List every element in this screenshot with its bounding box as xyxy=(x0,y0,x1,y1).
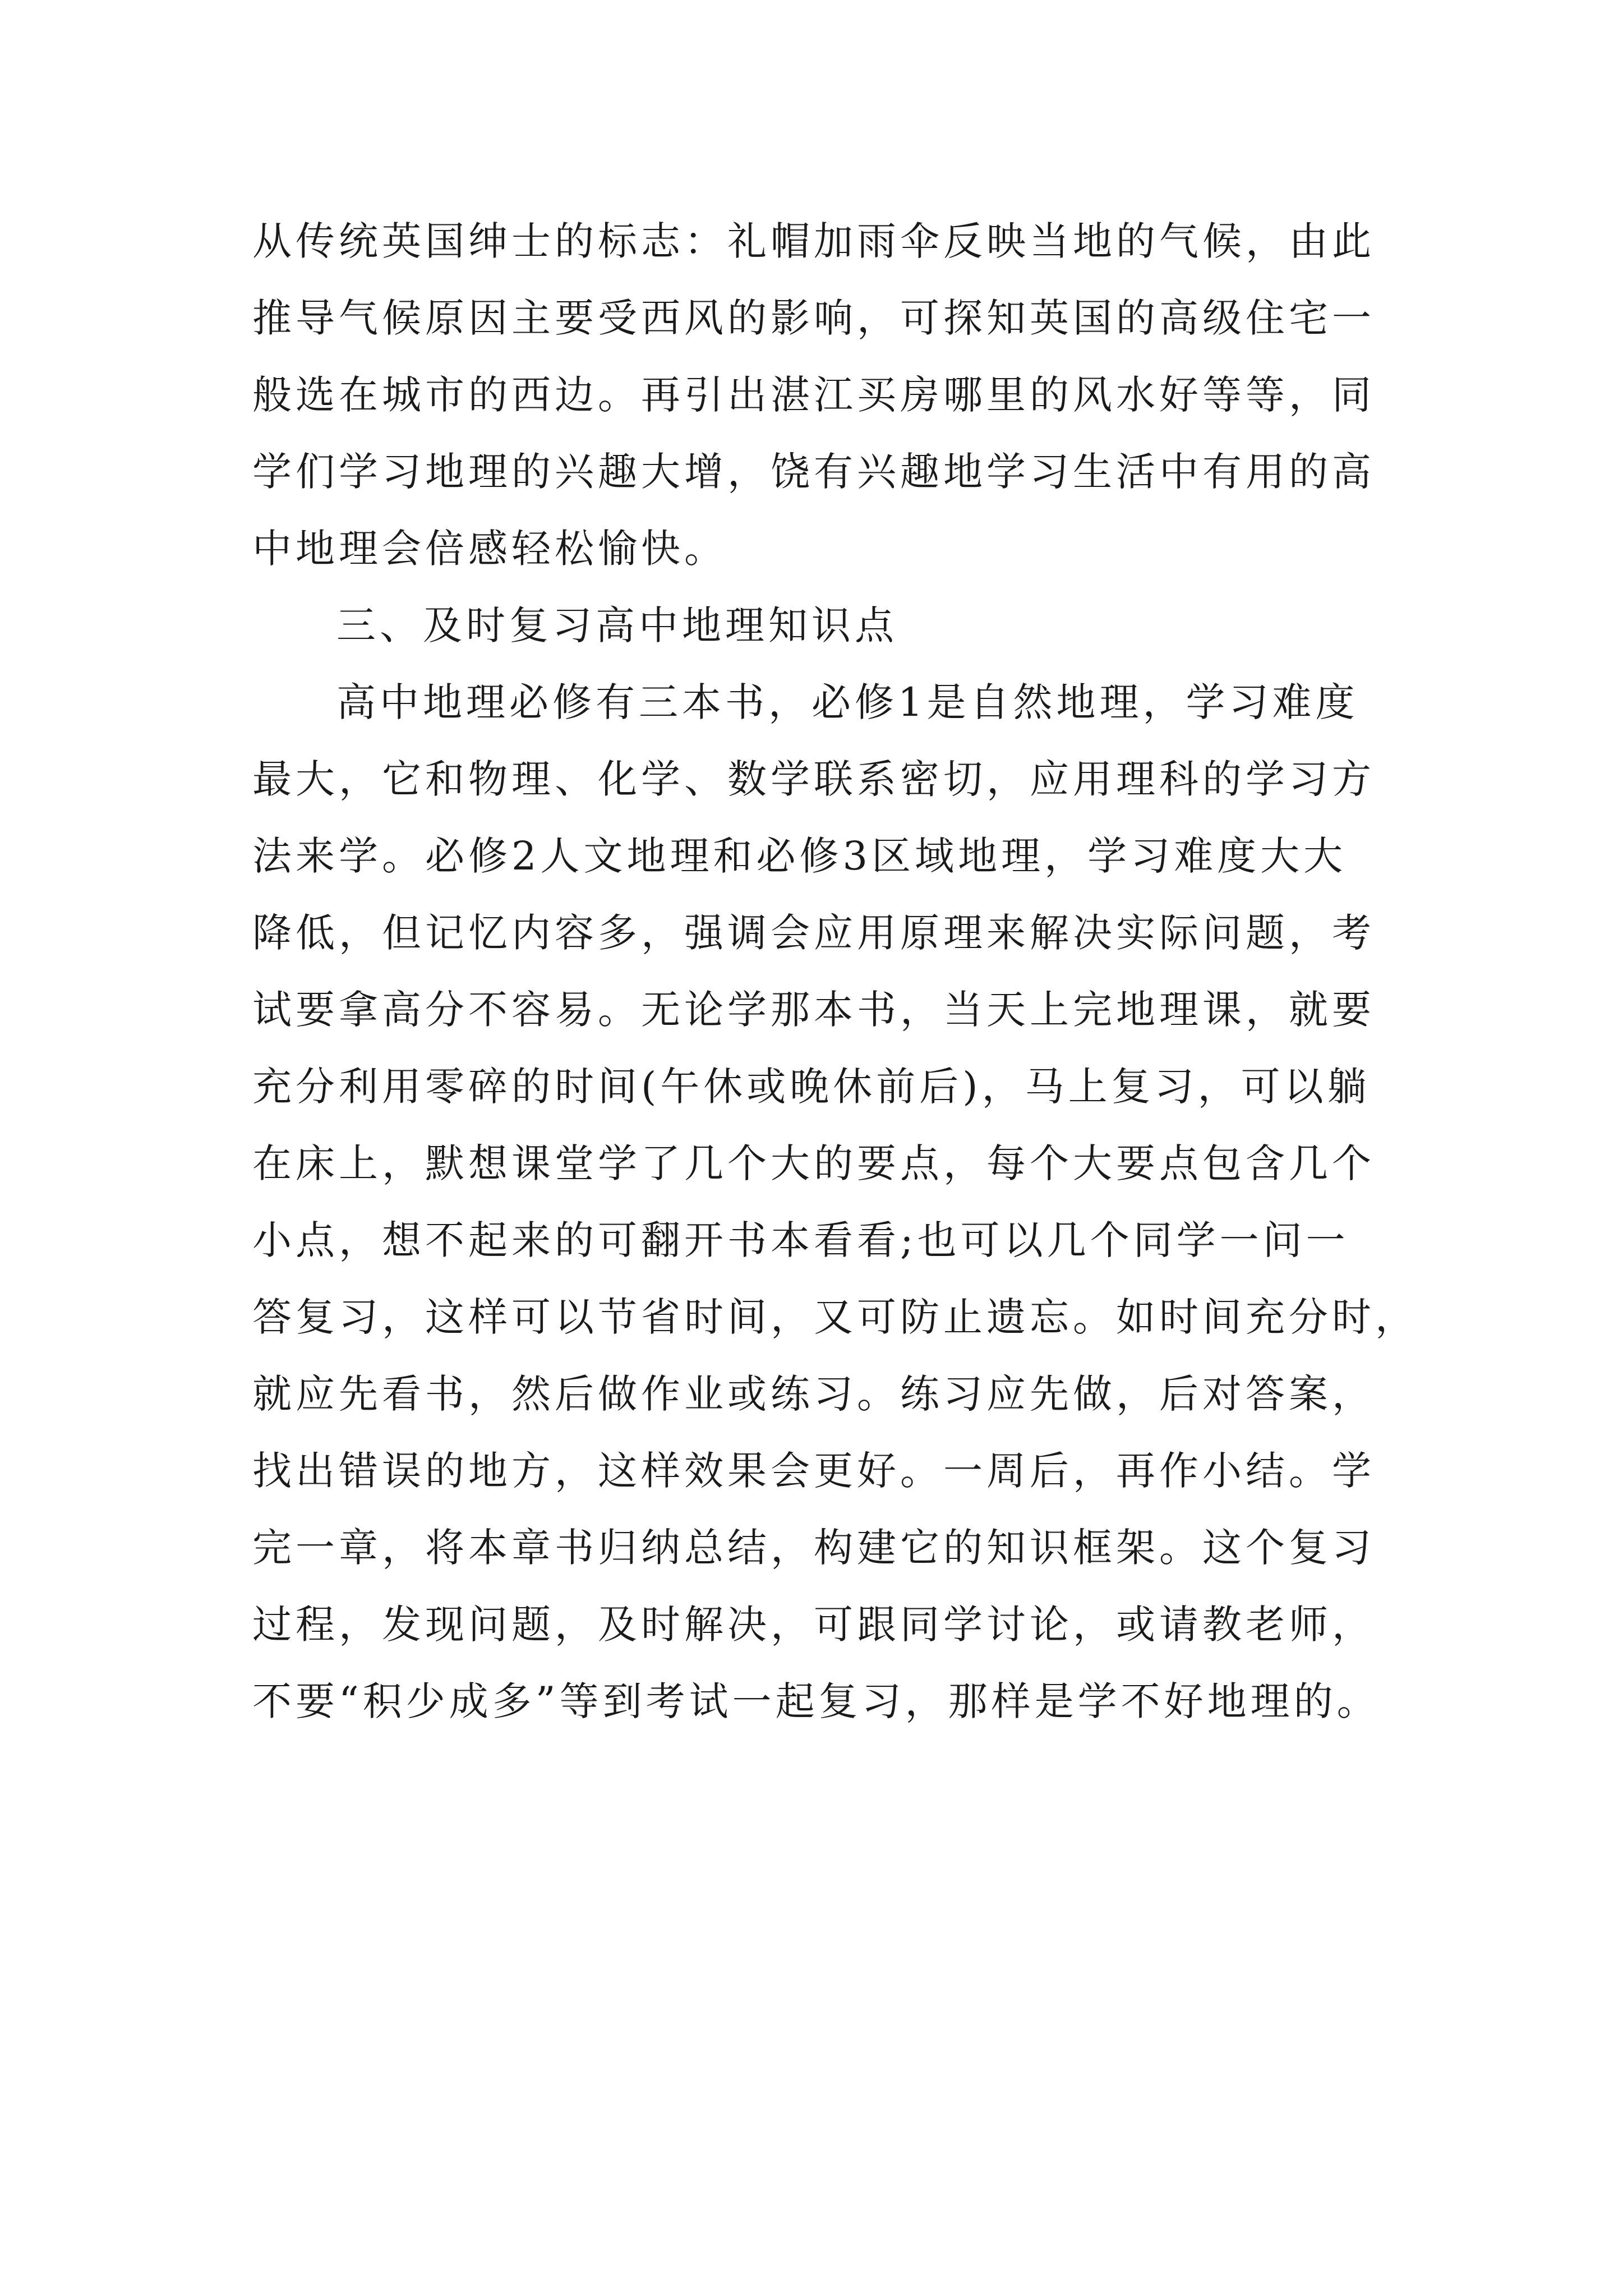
text-line: 高中地理必修有三本书，必修1是自然地理，学习难度 xyxy=(336,679,1359,725)
text-line: 就应先看书，然后做作业或练习。练习应先做，后对答案， xyxy=(252,1371,1375,1417)
text-line: 试要拿高分不容易。无论学那本书，当天上完地理课，就要 xyxy=(252,987,1375,1033)
text-line: 学们学习地理的兴趣大增，饶有兴趣地学习生活中有用的高 xyxy=(252,449,1375,495)
text-line: 充分利用零碎的时间(午休或晚休前后)，马上复习，可以躺 xyxy=(252,1064,1371,1110)
text-line: 答复习，这样可以节省时间，又可防止遗忘。如时间充分时， xyxy=(252,1294,1418,1340)
text-line: 找出错误的地方，这样效果会更好。一周后，再作小结。学 xyxy=(252,1448,1375,1494)
text-line: 从传统英国绅士的标志：礼帽加雨伞反映当地的气候，由此 xyxy=(252,218,1375,264)
text-line: 般选在城市的西边。再引出湛江买房哪里的风水好等等，同 xyxy=(252,372,1375,418)
text-line: 最大，它和物理、化学、数学联系密切，应用理科的学习方 xyxy=(252,756,1375,802)
section-heading: 三、及时复习高中地理知识点 xyxy=(336,602,898,648)
text-line: 过程，发现问题，及时解决，可跟同学讨论，或请教老师， xyxy=(252,1602,1375,1648)
text-line: 中地理会倍感轻松愉快。 xyxy=(252,526,727,572)
text-line: 推导气候原因主要受西风的影响，可探知英国的高级住宅一 xyxy=(252,295,1375,341)
text-line: 完一章，将本章书归纳总结，构建它的知识框架。这个复习 xyxy=(252,1525,1375,1571)
text-line: 在床上，默想课堂学了几个大的要点，每个大要点包含几个 xyxy=(252,1140,1375,1186)
text-line: 不要“积少成多”等到考试一起复习，那样是学不好地理的。 xyxy=(252,1678,1380,1724)
text-line: 降低，但记忆内容多，强调会应用原理来解决实际问题，考 xyxy=(252,910,1375,956)
text-line: 小点，想不起来的可翻开书本看看;也可以几个同学一问一 xyxy=(252,1217,1349,1263)
text-line: 法来学。必修2人文地理和必修3区域地理，学习难度大大 xyxy=(252,833,1347,879)
